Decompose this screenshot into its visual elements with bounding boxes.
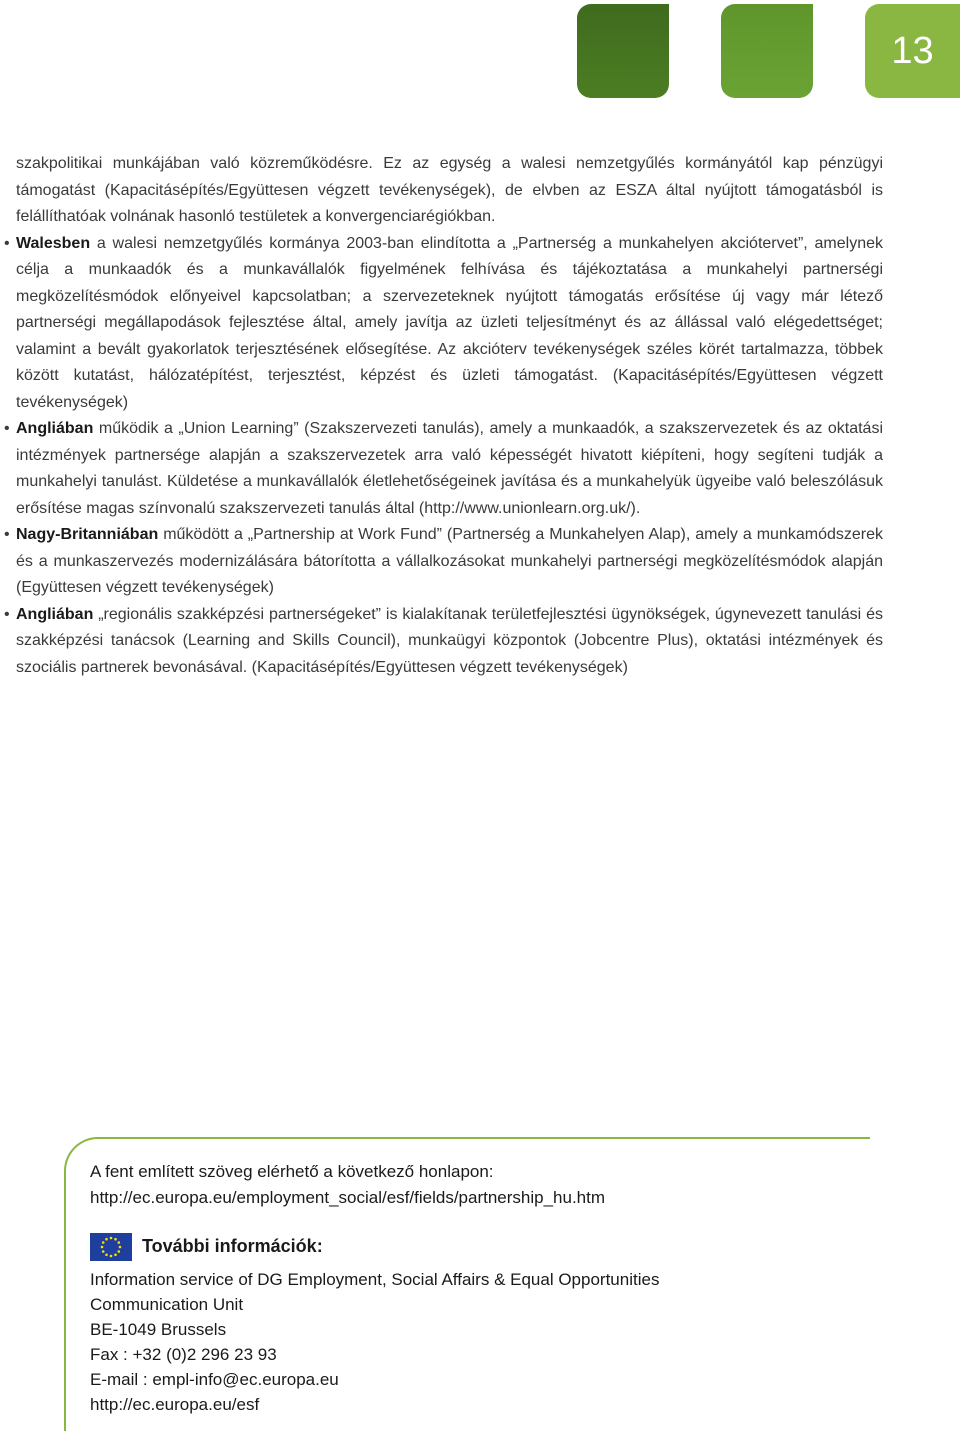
bullet-list (4, 231, 883, 682)
contact-fax: Fax : +32 (0)2 296 23 93 (90, 1345, 277, 1364)
list-item: • Nagy-Britanniában működött a „Partnership at Work Fund” (Partnerség a Munkahelyen Alap), amely a munkamódszerek és a munkaszervezés modernizálására bátorította a vállalkozásokat munkahelyi partnerségi megközelítésmódok alapján (Együttesen végzett tevékenységek) (4, 526, 883, 596)
list-item-text: működik a „Union Learning” (Szakszervezeti tanulás), amely a munkaadók, a szakszervezetek és az oktatási intézmények partnersége alapján a szakszervezetek arra való képességét hivatott kiépíteni, hogy segíteni tudják a munkahelyi tanulást. Küldetése a munkavállalók életlehetőségeinek javítása és a munkahelyük ügyeibe való beleszólásuk erősítése magas színvonalú szakszervezeti tanulás által (http://www.unionlearn.org.uk/). (16, 420, 883, 517)
list-item: • Angliában „regionális szakképzési partnerségeket” is kialakítanak területfejlesztési ügynökségek, úgynevezett tanulási és szakképzési tanácsok (Learning and Skills Council), munkaügyi központok (Jobcentre Plus), oktatási intézmények és szociális partnerek bevonásával. (Kapacitásépítés/Együttesen végzett tevékenységek) (4, 605, 883, 676)
list-item-lead: Nagy-Britanniában (16, 526, 159, 543)
decorative-tab-mid (721, 4, 813, 98)
eu-flag-icon (90, 1233, 132, 1261)
decorative-tab-dark (577, 4, 669, 98)
list-item-lead: Angliában (16, 420, 94, 437)
list-item-lead: Angliában (16, 605, 94, 623)
source-link[interactable]: http://ec.europa.eu/employment_social/esf/fields/partnership_hu.htm (90, 1188, 606, 1207)
contact-unit: Communication Unit (90, 1295, 244, 1314)
more-info-title: További információk: (142, 1236, 323, 1256)
list-item-text: a walesi nemzetgyűlés kormánya 2003-ban elindította a „Partnerség a munkahelyen akciótervet”, amelynek célja a munkaadók és a munkavállalók figyelmének felhívása és tájékoztatása a munkahelyi partnerségi megközelítésmódok előnyeivel kapcsolatban; a szervezeteknek nyújtott támogatás erősítése új vagy már létező partnerségi megállapodások fejlesztése által, amely javítja az üzleti teljesítményt és az állással való elégedettséget; valamint a bevált gyakorlatok terjesztésének elősegítése. Az akcióterv tevékenységek széles körét tartalmazza, többek között kutatást, hálózatépítést, terjesztést, képzést és üzleti támogatást. (Kapacitásépítés/Együttesen végzett tevékenységek) (16, 234, 883, 411)
intro-paragraph: szakpolitikai munkájában való közreműködésre. Ez az egység a walesi nemzetgyűlés kormányától kap pénzügyi támogatást (Kapacitásépítés/Együttesen végzett tevékenységek), de elvben az ESZA által nyújtott támogatásból is felállíthatóak volnának hasonló testületek a konvergenciarégiókban. (16, 155, 883, 225)
contact-service: Information service of DG Employment, Social Affairs & Equal Opportunities (90, 1270, 660, 1289)
list-item: • Walesben a walesi nemzetgyűlés kormánya 2003-ban elindította a „Partnerség a munkahelyen akciótervet”, amelynek célja a munkaadók és a munkavállalók figyelmének felhívása és tájékoztatása a munkahelyi partnerségi megközelítésmódok előnyeivel kapcsolatban; a szervezeteknek nyújtott támogatás erősítése új vagy már létező partnerségi megállapodások fejlesztése által, amely javítja az üzleti teljesítményt és az állással való elégedettséget; valamint a bevált gyakorlatok terjesztésének elősegítése. Az akcióterv tevékenységek széles körét tartalmazza, többek között kutatást, hálózatépítést, terjesztést, képzést és üzleti támogatást. (Kapacitásépítés/Együttesen végzett tevékenységek) (4, 234, 883, 411)
contact-address: BE-1049 Brussels (90, 1320, 227, 1339)
page-number: 13 (891, 29, 934, 72)
contact-website[interactable]: http://ec.europa.eu/esf (90, 1395, 260, 1414)
contact-block (90, 1267, 659, 1417)
list-item-text: működött a „Partnership at Work Fund” (Partnerség a Munkahelyen Alap), amely a munkamódszerek és a munkaszervezés modernizálására bátorította a vállalkozásokat munkahelyi partnerségi megközelítésmódok alapján (Együttesen végzett tevékenységek) (16, 526, 883, 596)
list-item: • Angliában működik a „Union Learning” (Szakszervezeti tanulás), amely a munkaadók, a szakszervezetek és az oktatási intézmények partnersége alapján a szakszervezetek arra való képességét hivatott kiépíteni, hogy segíteni tudják a munkahelyi tanulást. Küldetése a munkavállalók életlehetőségeinek javítása és a munkahelyük ügyeibe való beleszólásuk erősítése magas színvonalú szakszervezeti tanulás által (http://www.unionlearn.org.uk/). (4, 420, 883, 517)
list-item-text: „regionális szakképzési partnerségeket” is kialakítanak területfejlesztési ügynökségek, úgynevezett tanulási és szakképzési tanácsok (Learning and Skills Council), munkaügyi központok (Jobcentre Plus), oktatási intézmények és szociális partnerek bevonásával. (Kapacitásépítés/Együttesen végzett tevékenységek) (16, 605, 883, 676)
list-item-lead: Walesben (16, 234, 91, 252)
available-text: A fent említett szöveg elérhető a következő honlapon: (90, 1162, 494, 1181)
main-text (4, 151, 883, 681)
contact-email[interactable]: E-mail : empl-info@ec.europa.eu (90, 1370, 339, 1389)
